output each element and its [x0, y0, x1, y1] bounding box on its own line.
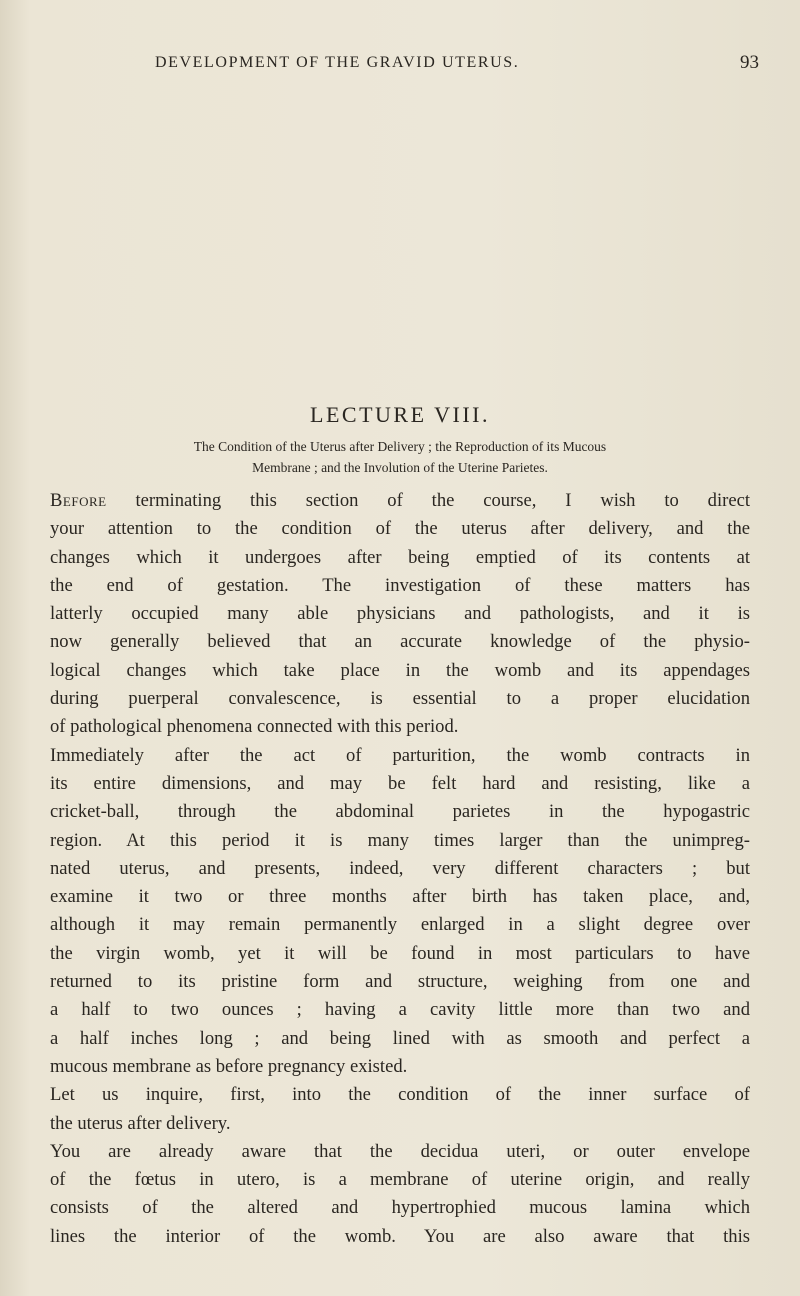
summary-line: The Condition of the Uterus after Delivery ; the Reproduction of its Mucous [193, 439, 607, 454]
text-line: now generally believed that an accurate knowledge of the physio- [50, 631, 750, 653]
text-line: mucous membrane as before pregnancy existed. [50, 1055, 408, 1077]
text-line: You are already aware that the decidua uteri, or outer envelope [50, 1140, 750, 1162]
text-line: during puerperal convalescence, is essential to a proper elucidation [50, 688, 750, 710]
text-line [50, 487, 750, 515]
running-head [0, 46, 800, 76]
lecture-summary [60, 436, 740, 478]
text-line: the uterus after delivery. [50, 1112, 231, 1134]
text-line: nated uterus, and presents, indeed, very different characters ; but [50, 857, 750, 879]
running-title: DEVELOPMENT OF THE GRAVID UTERUS. [155, 54, 520, 71]
lecture-title: LECTURE VIII. [310, 402, 490, 427]
text-line: of the fœtus in utero, is a membrane of uterine origin, and really [50, 1169, 750, 1191]
text-line: consists of the altered and hypertrophied mucous lamina which [50, 1197, 750, 1219]
text-line: although it may remain permanently enlarged in a slight degree over [50, 914, 750, 936]
body-text [50, 487, 750, 1251]
text-line: Immediately after the act of parturition, the womb contracts in [50, 744, 750, 766]
text-line-rest: terminating this section of the course, I wish to direct [135, 490, 750, 511]
text-line: latterly occupied many able physicians and pathologists, and it is [50, 603, 750, 625]
text-line: of pathological phenomena connected with this period. [50, 716, 459, 738]
text-line: returned to its pristine form and structure, weighing from one and [50, 971, 750, 993]
text-line: logical changes which take place in the womb and its appendages [50, 659, 750, 681]
text-line: cricket-ball, through the abdominal parietes in the hypogastric [50, 801, 750, 823]
text-line: a half inches long ; and being lined with as smooth and perfect a [50, 1027, 750, 1049]
text-line: your attention to the condition of the uterus after delivery, and the [50, 518, 750, 540]
text-line: examine it two or three months after birth has taken place, and, [50, 886, 750, 908]
drop-word: Before [50, 490, 107, 511]
text-line: a half to two ounces ; having a cavity little more than two and [50, 999, 750, 1021]
text-line: changes which it undergoes after being emptied of its contents at [50, 546, 750, 568]
text-line: lines the interior of the womb. You are also aware that this [50, 1225, 750, 1247]
text-line: the end of gestation. The investigation of these matters has [50, 574, 750, 596]
text-line: its entire dimensions, and may be felt hard and resisting, like a [50, 772, 750, 794]
text-line: Let us inquire, first, into the condition of the inner surface of [50, 1084, 750, 1106]
summary-line: Membrane ; and the Involution of the Uterine Parietes. [252, 460, 548, 475]
page-number: 93 [740, 52, 759, 73]
text-line: the virgin womb, yet it will be found in most particulars to have [50, 942, 750, 964]
text-line: region. At this period it is many times larger than the unimpreg- [50, 829, 750, 851]
